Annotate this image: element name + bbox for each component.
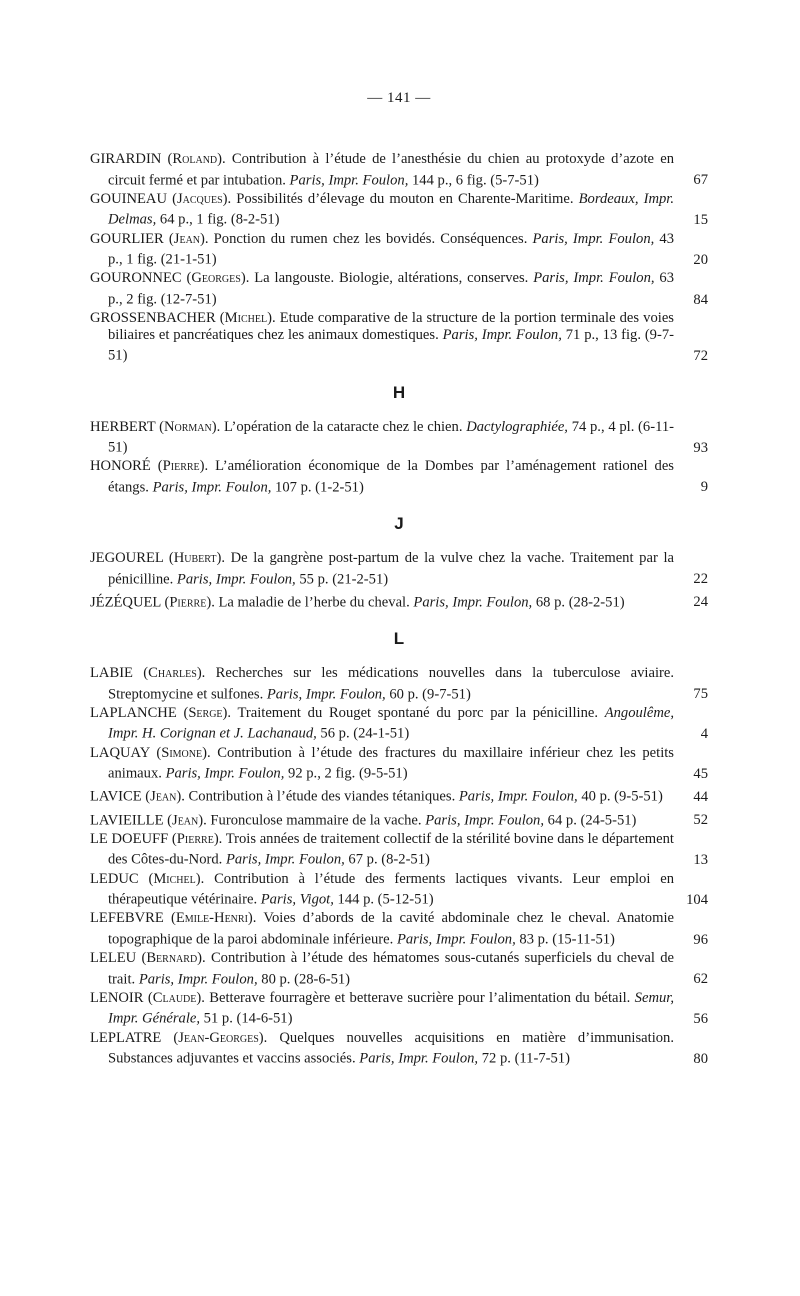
publication-city: Paris,: [260, 891, 297, 908]
publication-city: Paris,: [532, 230, 568, 247]
entry-text: [90, 590, 708, 611]
entry-body: LELEU (Bernard). Contribution à l’étude des hématomes sous-cutanés superficiels du cheval de trait. Paris, Impr. Foulon, 80 p. (28-6-51): [90, 950, 674, 988]
page-ref: 93: [693, 439, 708, 456]
author-surname: LAQUAY: [90, 744, 150, 761]
author-firstname: Norman: [163, 418, 212, 435]
publication-details: 55 p. (21-2-51): [299, 571, 389, 588]
index-entry: [90, 831, 708, 869]
index-entry: [90, 419, 708, 457]
author-firstname: Serge: [188, 704, 223, 721]
entry-text: [90, 665, 708, 703]
page-ref: 96: [693, 931, 708, 948]
entry-text: [90, 744, 708, 783]
thesis-title: L’amélioration économique de la Dombes par l’aménagement rationel des étangs.: [108, 458, 674, 496]
printer: Impr. Foulon,: [452, 594, 533, 611]
author-firstname: Georges: [191, 270, 241, 287]
publication-city: Dactylographiée,: [466, 418, 568, 435]
printer: Impr. Foulon,: [572, 230, 655, 247]
author-firstname: Michel: [153, 870, 196, 887]
thesis-title: Voies d’abords de la cavité abdominale chez le cheval. Anatomie topographique de la paroi abdominale inférieure.: [108, 910, 674, 948]
author-surname: LENOIR: [90, 989, 144, 1006]
entry-body: LEPLATRE (Jean-Georges). Quelques nouvelles acquisitions en matière d’immunisation. Substances adjuvantes et vaccins associés. Paris, Impr. Foulon, 72 p. (11-7-51): [90, 1029, 674, 1067]
author-surname: LE DOEUFF: [90, 830, 169, 847]
entry-body: JEGOUREL (Hubert). De la gangrène post-partum de la vulve chez la vache. Traitement par la pénicilline. Paris, Impr. Foulon, 55 p. (21-2-51): [90, 550, 674, 588]
thesis-title: Contribution à l’étude de l’anesthésie du chien au protoxyde d’azote en circuit fermé et par intubation.: [108, 151, 674, 189]
publication-city: Paris,: [413, 594, 449, 611]
publication-city: Paris,: [266, 686, 303, 703]
index-entry: [90, 665, 708, 703]
publication-details: 107 p. (1-2-51): [275, 479, 364, 496]
index-entry: [90, 310, 708, 364]
thesis-title: Furonculose mammaire de la vache.: [210, 812, 422, 829]
entry-body: JÉZÉQUEL (Pierre). La maladie de l’herbe du cheval. Paris, Impr. Foulon, 68 p. (28-2-51): [90, 594, 625, 611]
author-surname: LEPLATRE: [90, 1029, 162, 1046]
author-firstname: Pierre: [162, 458, 200, 475]
printer: Impr. Foulon,: [215, 571, 296, 588]
entry-text: [90, 989, 708, 1028]
author-firstname: Jean: [150, 788, 177, 805]
author-firstname: Hubert: [173, 550, 217, 567]
printer: Impr. Foulon,: [204, 765, 285, 782]
printer: Impr. Foulon,: [497, 788, 578, 805]
printer: Vigot,: [299, 891, 334, 908]
printer: Impr. Foulon,: [435, 931, 516, 948]
page-ref: 22: [693, 571, 708, 588]
index-entry: [90, 151, 708, 189]
publication-details: 43 p., 1 fig. (21-1-51): [108, 230, 674, 268]
entry-body: LABIE (Charles). Recherches sur les médications nouvelles dans la tuberculose aviaire. Streptomycine et sulfones. Paris, Impr. Foulon, 60 p. (9-7-51): [90, 665, 674, 703]
entry-text: [90, 151, 708, 189]
printer: Impr. Foulon,: [191, 479, 272, 496]
index-entry: [90, 910, 708, 948]
author-surname: LAVICE: [90, 788, 142, 805]
page-ref: 52: [693, 812, 708, 829]
section-letter: L: [393, 629, 405, 649]
printer: Impr. Foulon,: [481, 326, 562, 343]
author-firstname: Pierre: [169, 594, 207, 611]
printer: Impr. Foulon,: [573, 270, 655, 287]
entry-text: [90, 458, 708, 496]
author-surname: LELEU: [90, 950, 137, 967]
thesis-title: De la gangrène post-partum de la vulve chez la vache. Traitement par la pénicilline.: [108, 550, 674, 588]
author-surname: HONORÉ: [90, 458, 151, 475]
publication-details: 80 p. (28-6-51): [261, 971, 351, 988]
author-surname: GOUINEAU: [90, 190, 168, 207]
section-letter: H: [392, 382, 406, 402]
printer: Impr. H. Corignan et J. Lachanaud,: [108, 726, 317, 742]
printer: Impr. Foulon,: [264, 851, 345, 868]
thesis-title: Recherches sur les médications nouvelles dans la tuberculose aviaire. Streptomycine et sulfones.: [108, 665, 674, 703]
thesis-title: Trois années de traitement collectif de la stérilité bovine dans le département des Côtes-du-Nord.: [108, 830, 674, 868]
page-ref: 67: [693, 172, 708, 189]
publication-details: 63 p., 2 fig. (12-7-51): [108, 270, 675, 308]
author-surname: GROSSENBACHER: [90, 310, 216, 327]
entry-body: LAQUAY (Simone). Contribution à l’étude des fractures du maxillaire inférieur chez les petits animaux. Paris, Impr. Foulon, 92 p., 2 fig. (9-5-51): [90, 744, 674, 782]
author-surname: JEGOUREL: [90, 550, 164, 567]
entry-text: [90, 950, 708, 988]
thesis-title: Possibilités d’élevage du mouton en Charente-Maritime.: [236, 190, 574, 207]
page-ref: 72: [693, 347, 708, 364]
index-entry: [90, 871, 708, 909]
index-entry: [90, 950, 708, 988]
page-ref: 62: [693, 971, 708, 988]
thesis-title: Traitement du Rouget spontané du porc par la pénicilline.: [237, 704, 598, 721]
publication-details: 83 p. (15-11-51): [519, 931, 615, 948]
page-ref: 56: [693, 1011, 708, 1028]
publication-details: 74 p., 4 pl. (6-11-51): [108, 418, 674, 456]
author-firstname: Jean-Georges: [178, 1029, 259, 1046]
author-firstname: Simone: [161, 744, 203, 761]
index-entry: [90, 550, 708, 588]
publication-details: 144 p. (5-12-51): [337, 891, 434, 908]
page-ref: 44: [693, 788, 708, 805]
index-page: [90, 90, 708, 1069]
author-firstname: Jean: [173, 230, 201, 247]
entry-body: GIRARDIN (Roland). Contribution à l’étude de l’anesthésie du chien au protoxyde d’azote en circuit fermé et par intubation. Paris, Impr. Foulon, 144 p., 6 fig. (5-7-51): [90, 151, 674, 189]
page-ref: 15: [693, 211, 708, 228]
index-entry: [90, 745, 708, 783]
entry-body: LE DOEUFF (Pierre). Trois années de traitement collectif de la stérilité bovine dans le département des Côtes-du-Nord. Paris, Impr. Foulon, 67 p. (8-2-51): [90, 830, 674, 868]
author-surname: GIRARDIN: [90, 151, 162, 167]
index-entry: [90, 191, 708, 229]
page-ref: 9: [700, 479, 708, 496]
publication-details: 68 p. (28-2-51): [535, 594, 625, 611]
author-firstname: Claude: [152, 989, 197, 1006]
page-ref: 80: [693, 1050, 708, 1067]
publication-city: Paris,: [289, 172, 325, 189]
publication-city: Paris,: [138, 971, 175, 988]
publication-details: 40 p. (9-5-51): [581, 788, 663, 805]
author-surname: LAPLANCHE: [90, 704, 177, 721]
thesis-title: Contribution à l’étude des hématomes sous-cutanés superficiels du cheval de trait.: [108, 950, 674, 988]
thesis-title: Contribution à l’étude des ferments lactiques vivants. Leur emploi en thérapeutique vétérinaire.: [108, 870, 674, 908]
author-firstname: Jean: [172, 812, 199, 829]
index-entry: [90, 784, 708, 805]
page-ref: 24: [693, 594, 708, 611]
publication-details: 92 p., 2 fig. (9-5-51): [288, 765, 408, 782]
entry-body: HERBERT (Norman). L’opération de la cataracte chez le chien. Dactylographiée, 74 p., 4 pl. (6-11-51): [90, 418, 674, 456]
page-ref: 104: [686, 891, 708, 908]
index-entry: [90, 590, 708, 611]
entry-text: [90, 784, 708, 805]
printer: Impr. Foulon,: [464, 812, 544, 829]
entry-body: LEFEBVRE (Emile-Henri). Voies d’abords de la cavité abdominale chez le cheval. Anatomie topographique de la paroi abdominale inférieure. Paris, Impr. Foulon, 83 p. (15-11-51): [90, 910, 674, 948]
entry-body: LEDUC (Michel). Contribution à l’étude des ferments lactiques vivants. Leur emploi en thérapeutique vétérinaire. Paris, Vigot, 144 p. (5-12-51): [90, 870, 674, 908]
publication-city: Angoulême,: [604, 704, 674, 721]
publication-details: 51 p. (14-6-51): [203, 1011, 293, 1028]
entry-body: GROSSENBACHER (Michel). Etude comparative de la structure de la portion terminale des voies biliaires et pancréatiques chez les animaux domestiques. Paris, Impr. Foulon, 71 p., 13 fig. (9-7-51): [90, 310, 674, 364]
entry-body: LENOIR (Claude). Betterave fourragère et betterave sucrière pour l’alimentation du bétail. Semur, Impr. Générale, 51 p. (14-6-51): [90, 989, 674, 1028]
entry-text: [90, 830, 708, 869]
publication-city: Paris,: [533, 270, 569, 287]
publication-details: 72 p. (11-7-51): [481, 1050, 570, 1067]
index-entry: [90, 808, 708, 829]
author-surname: LEFEBVRE: [90, 910, 164, 927]
author-surname: JÉZÉQUEL: [90, 594, 161, 611]
entry-text: [90, 808, 708, 829]
page-number: — 141 —: [367, 90, 431, 106]
index-entry: [90, 990, 708, 1028]
printer: Impr. Delmas,: [108, 190, 674, 228]
publication-details: 56 p. (24-1-51): [320, 726, 410, 742]
page-ref: 13: [693, 851, 708, 868]
printer: Impr. Générale,: [108, 1011, 201, 1028]
publication-city: Paris,: [396, 931, 433, 948]
author-firstname: Charles: [148, 665, 197, 682]
index-content: [90, 151, 708, 1067]
entry-text: [90, 704, 708, 743]
index-entry: [90, 458, 708, 496]
printer: Impr. Foulon,: [398, 1050, 479, 1067]
thesis-title: La langouste. Biologie, altérations, conserves.: [254, 270, 529, 287]
publication-city: Paris,: [225, 851, 262, 868]
thesis-title: Contribution à l’étude des viandes tétaniques.: [188, 788, 456, 805]
author-surname: LEDUC: [90, 870, 139, 887]
publication-city: Paris,: [176, 571, 213, 588]
author-surname: HERBERT: [90, 418, 156, 435]
publication-city: Paris,: [165, 765, 201, 782]
entry-text: [90, 418, 708, 457]
entry-text: [90, 870, 708, 909]
index-entry: [90, 270, 708, 308]
publication-details: 144 p., 6 fig. (5-7-51): [412, 172, 539, 189]
thesis-title: La maladie de l’herbe du cheval.: [218, 594, 410, 611]
index-entry: [90, 705, 708, 743]
publication-city: Semur,: [634, 989, 674, 1006]
publication-city: Paris,: [442, 326, 478, 343]
page-ref: 45: [693, 765, 708, 782]
thesis-title: Contribution à l’étude des fractures du maxillaire inférieur chez les petits animaux.: [108, 744, 674, 782]
entry-body: GOURONNEC (Georges). La langouste. Biologie, altérations, conserves. Paris, Impr. Foulon, 63 p., 2 fig. (12-7-51): [90, 270, 675, 308]
entry-text: [90, 190, 708, 229]
thesis-title: Etude comparative de la structure de la portion terminale des voies biliaires et pancréatiques chez les animaux domestiques.: [108, 310, 674, 343]
page-ref: 4: [700, 726, 708, 742]
entry-body: LAVIEILLE (Jean). Furonculose mammaire de la vache. Paris, Impr. Foulon, 64 p. (24-5-51): [90, 812, 637, 829]
author-firstname: Bernard: [146, 950, 198, 967]
index-entry: [90, 1030, 708, 1068]
printer: Impr. Foulon,: [177, 971, 258, 988]
author-firstname: Pierre: [176, 830, 214, 847]
printer: Impr. Foulon,: [328, 172, 409, 189]
author-surname: LAVIEILLE: [90, 812, 164, 829]
entry-text: [90, 1029, 708, 1068]
publication-details: 71 p., 13 fig. (9-7-51): [108, 326, 674, 364]
entry-body: GOUINEAU (Jacques). Possibilités d’élevage du mouton en Charente-Maritime. Bordeaux, Impr. Delmas, 64 p., 1 fig. (8-2-51): [90, 190, 674, 228]
page-ref: 20: [693, 251, 708, 268]
entry-body: LAPLANCHE (Serge). Traitement du Rouget spontané du porc par la pénicilline. Angoulême, Impr. H. Corignan et J. Lachanaud, 56 p. (24-1-51): [90, 704, 674, 742]
entry-text: [90, 310, 708, 364]
thesis-title: Quelques nouvelles acquisitions en matière d’immunisation. Substances adjuvantes et vaccins associés.: [108, 1029, 674, 1067]
publication-city: Paris,: [152, 479, 188, 496]
page-ref: 75: [693, 686, 708, 703]
printer: Impr. Foulon,: [305, 686, 386, 703]
thesis-title: L’opération de la cataracte chez le chien.: [223, 418, 463, 435]
entry-body: GOURLIER (Jean). Ponction du rumen chez les bovidés. Conséquences. Paris, Impr. Foulon, 43 p., 1 fig. (21-1-51): [90, 230, 674, 268]
entry-text: [90, 550, 708, 588]
publication-details: 60 p. (9-7-51): [389, 686, 471, 703]
entry-body: HONORÉ (Pierre). L’amélioration économique de la Dombes par l’aménagement rationel des étangs. Paris, Impr. Foulon, 107 p. (1-2-51): [90, 458, 674, 496]
author-surname: GOURONNEC: [90, 270, 182, 287]
entry-text: [90, 910, 708, 948]
author-firstname: Michel: [224, 310, 268, 327]
author-surname: GOURLIER: [90, 230, 164, 247]
entry-text: [90, 270, 708, 308]
author-firstname: Roland: [172, 151, 218, 167]
thesis-title: Betterave fourragère et betterave sucrière pour l’alimentation du bétail.: [209, 989, 631, 1006]
publication-city: Paris,: [458, 788, 495, 805]
entry-body: LAVICE (Jean). Contribution à l’étude des viandes tétaniques. Paris, Impr. Foulon, 40 p. (9-5-51): [90, 788, 663, 805]
author-surname: LABIE: [90, 665, 133, 682]
publication-details: 64 p., 1 fig. (8-2-51): [159, 211, 280, 228]
thesis-title: Ponction du rumen chez les bovidés. Conséquences.: [213, 230, 528, 247]
publication-city: Paris,: [425, 812, 461, 829]
index-entry: [90, 231, 708, 269]
author-firstname: Jacques: [176, 190, 223, 207]
page-ref: 84: [693, 291, 708, 308]
publication-details: 64 p. (24-5-51): [547, 812, 637, 829]
section-letter: J: [394, 514, 404, 534]
author-firstname: Emile-Henri: [175, 910, 248, 927]
publication-details: 67 p. (8-2-51): [348, 851, 430, 868]
publication-city: Bordeaux,: [578, 190, 639, 207]
entry-text: [90, 230, 708, 269]
publication-city: Paris,: [359, 1050, 395, 1067]
